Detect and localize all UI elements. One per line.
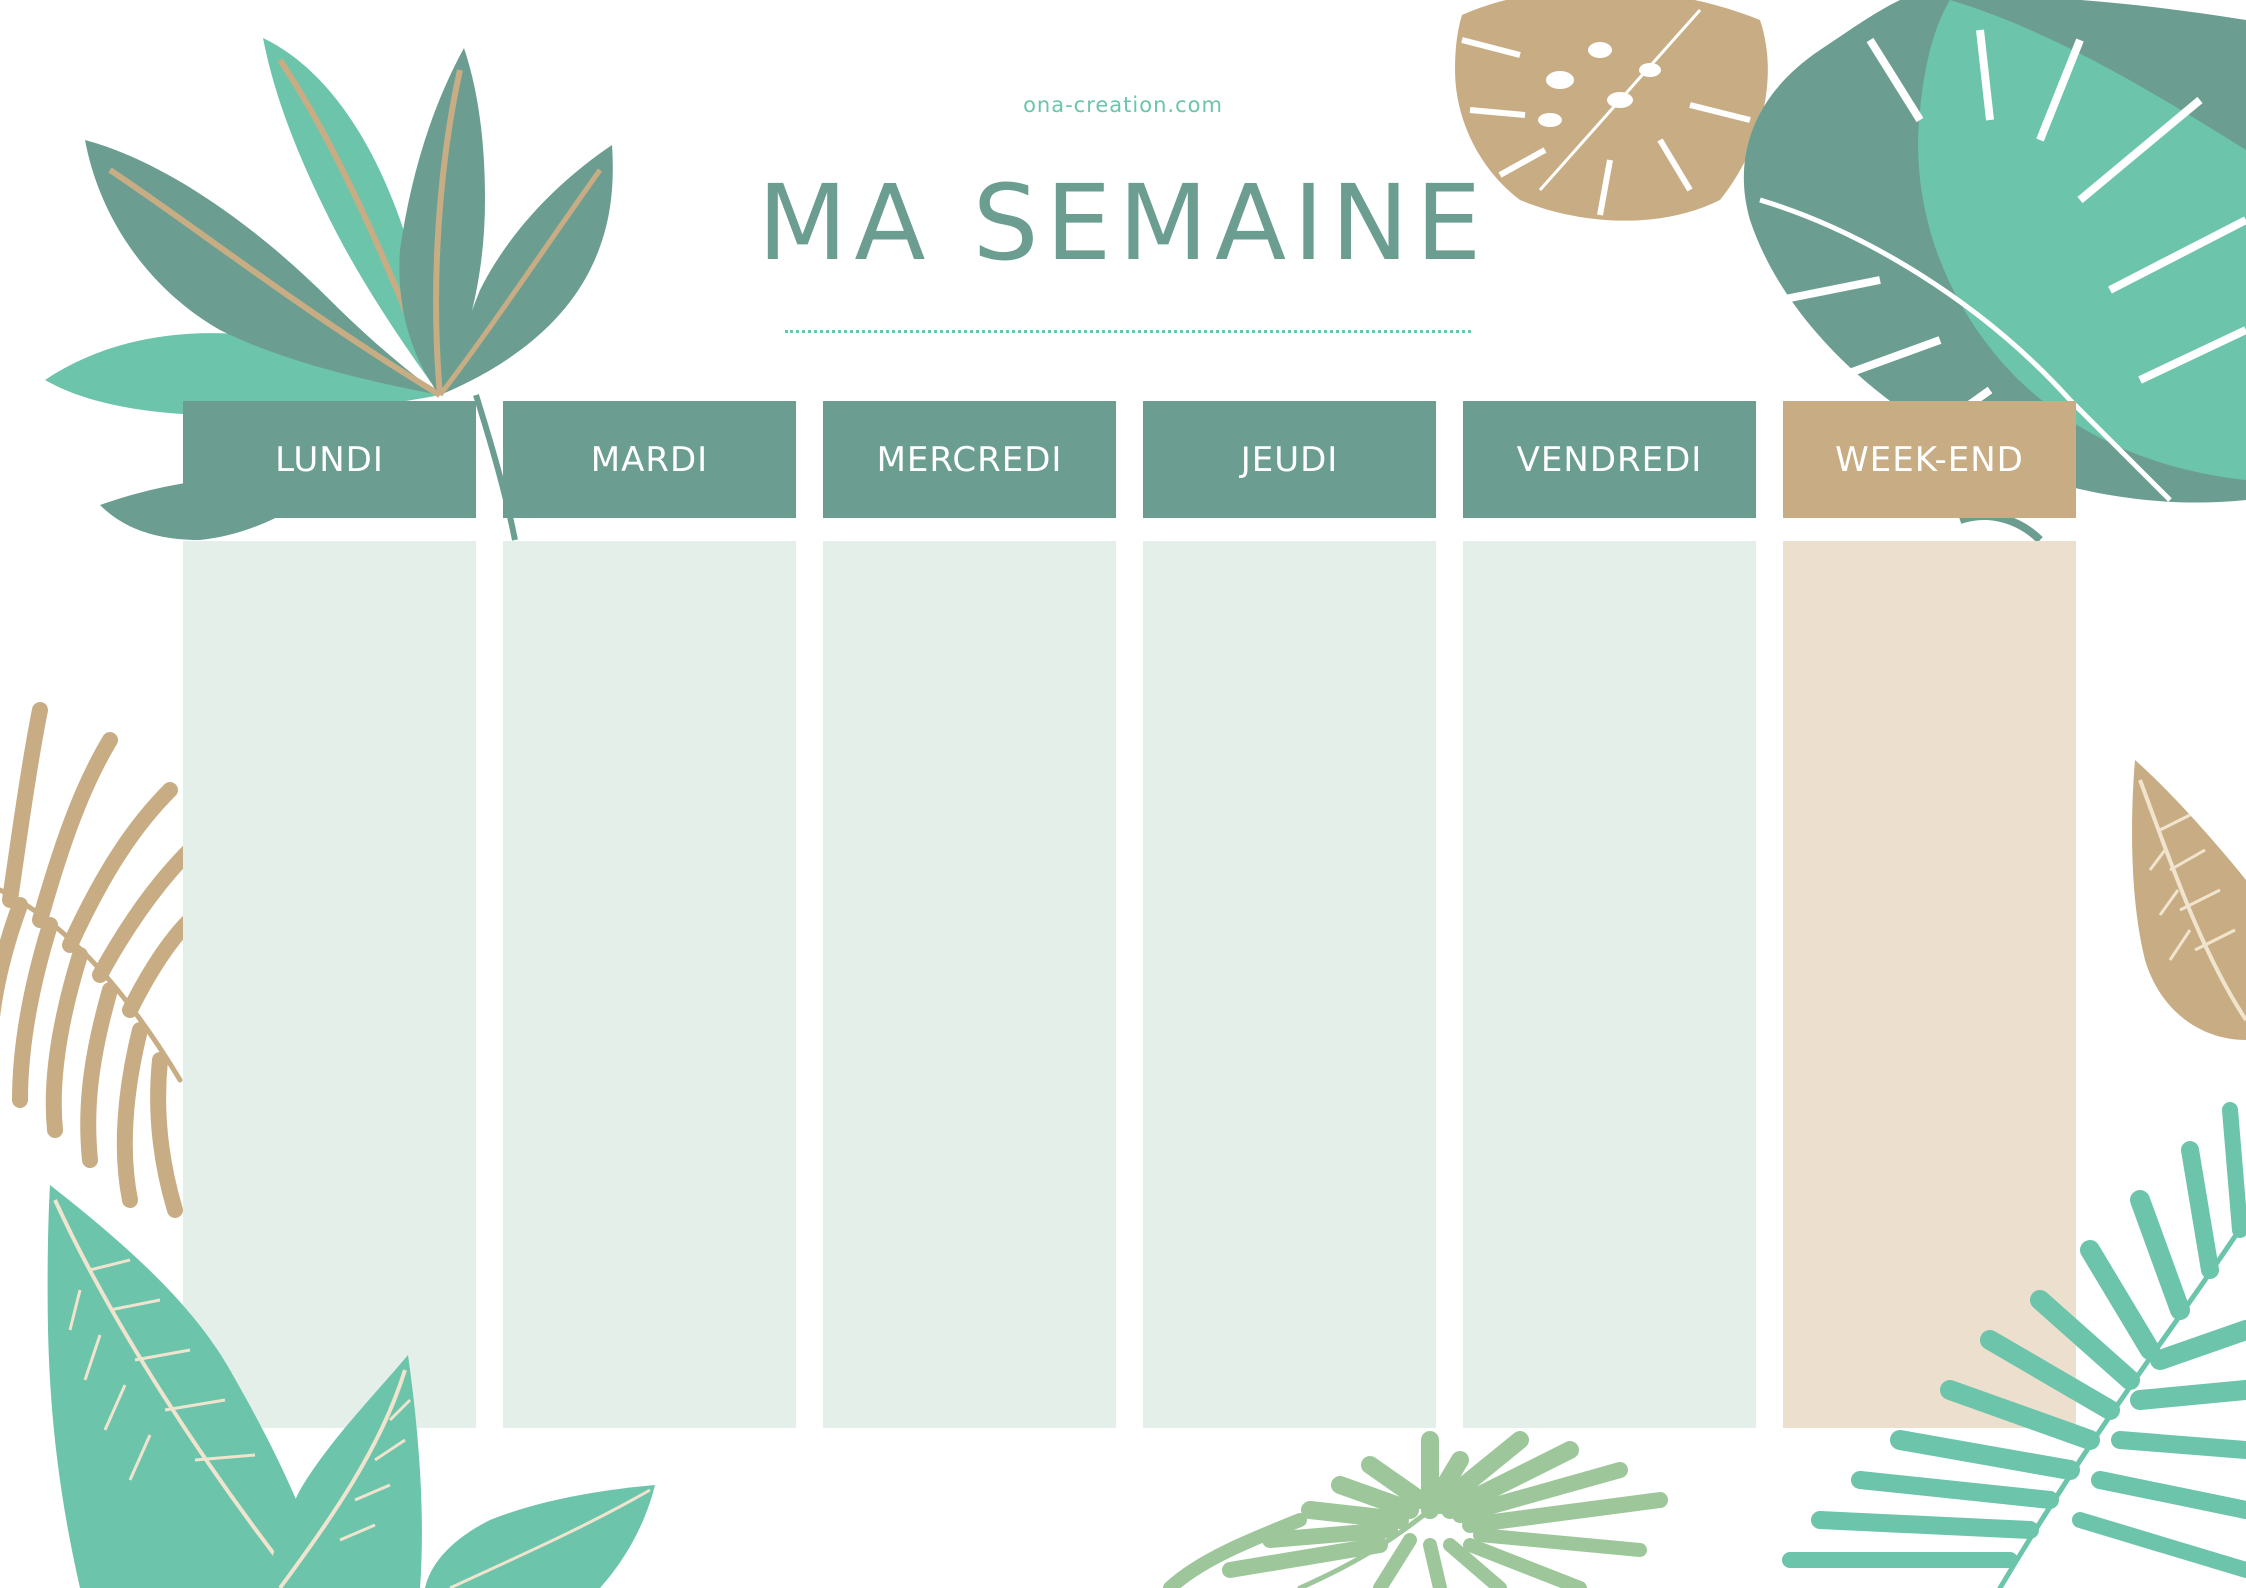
day-header-monday: LUNDI bbox=[183, 401, 476, 518]
day-header-thursday: JEUDI bbox=[1143, 401, 1436, 518]
page-title: MA SEMAINE bbox=[757, 162, 1489, 284]
tropical-leaves-bottom-left-icon bbox=[48, 1185, 655, 1588]
day-header-weekend: WEEK-END bbox=[1783, 401, 2076, 518]
palm-fronds-bottom-right-icon bbox=[1790, 1110, 2246, 1588]
day-header-wednesday: MERCREDI bbox=[823, 401, 1116, 518]
palm-fronds-bottom-center-icon bbox=[1170, 1440, 1660, 1588]
day-header-friday: VENDREDI bbox=[1463, 401, 1756, 518]
day-header-tuesday: MARDI bbox=[503, 401, 796, 518]
site-url[interactable]: ona-creation.com bbox=[1023, 93, 1223, 117]
